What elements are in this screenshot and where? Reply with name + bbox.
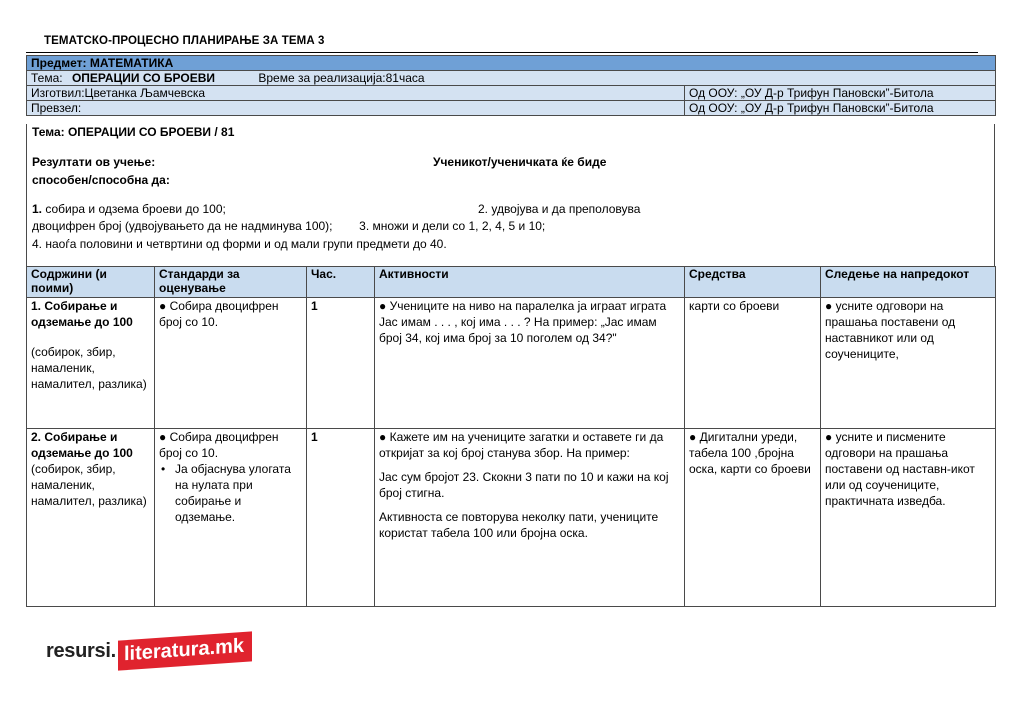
col-header-content: Содржини (и поими): [27, 267, 155, 298]
col-header-tracking: Следење на напредокот: [821, 267, 996, 298]
document-title: ТЕМАТСКО-ПРОЦЕСНО ПЛАНИРАЊЕ ЗА ТЕМА 3: [44, 35, 325, 47]
content-terms: (собирок, збир, намаленик, намалител, разлика): [31, 462, 147, 508]
logo-text-resursi: resursi.: [46, 639, 116, 662]
resources-cell: ● Дигитални уреди, табела 100 ,бројна оска, карти со броеви: [685, 429, 821, 607]
standard-text: ● Собира двоцифрен број со 10.: [159, 430, 279, 460]
duration-label: Време за реализација:81часа: [258, 71, 425, 85]
standard-cell: [155, 298, 307, 429]
theme-row: [27, 71, 996, 86]
outcome-1-number: 1.: [32, 202, 43, 216]
activity-example: Јас сум бројот 23. Скокни 3 пати по 10 и кажи на кој број стигна.: [379, 470, 669, 500]
outcome-1: [32, 202, 226, 216]
table-row: [27, 429, 996, 607]
prepared-by-cell: Изготвил:Цветанка Љамчевска: [27, 86, 685, 101]
outcome-2-continued: двоцифрен број (удвојувањето да не надминува 100); 3. множи и дели со 1, 2, 4, 5 и 10;: [32, 219, 546, 233]
student-label: Ученикот/ученичката ќе биде: [433, 155, 607, 169]
col-header-resources: Средства: [685, 267, 821, 298]
activity-repeat: Активноста се повторува неколку пати, учениците користат табела 100 или бројна оска.: [379, 510, 659, 540]
content-title: 2. Собирање и одземање до 100: [31, 430, 133, 460]
learning-outcomes-box: [26, 124, 995, 267]
theme-cell: [27, 71, 996, 86]
col-header-standards: Стандарди за оценување: [155, 267, 307, 298]
standard-extra-text: Ја објаснува улогата на нулата при собирање и одземање.: [175, 462, 291, 524]
activity-cell: [375, 298, 685, 429]
results-label: Резултати ов учење:: [32, 155, 156, 169]
standard-cell: [155, 429, 307, 607]
outcome-4: 4. наоѓа половини и четвртини од форми и од мали групи предмети до 40.: [32, 237, 447, 251]
outcome-1-text: собира и одзема броеви до 100;: [42, 202, 226, 216]
adopted-row: [27, 101, 996, 116]
hours-cell: 1: [307, 429, 375, 607]
content-cell: [27, 298, 155, 429]
adopted-cell: Превзел:: [27, 101, 685, 116]
table-row: [27, 298, 996, 429]
subject-cell: Предмет: МАТЕМАТИКА: [27, 56, 996, 71]
site-logo: [46, 634, 252, 668]
table-header-row: [27, 267, 996, 298]
activity-text: ● Кажете им на учениците загатки и оставете ги да откријат за кој број станува збор. На пример:: [379, 430, 664, 460]
hours-cell: 1: [307, 298, 375, 429]
resources-cell: карти со броеви: [685, 298, 821, 429]
school-cell-1: Од ООУ: „ОУ Д-р Трифун Пановски”-Битола: [685, 86, 996, 101]
bullet-icon: •: [161, 462, 166, 476]
activity-text: ● Учениците на ниво на паралелка ја играат играта Јас имам . . . , кој има . . . ? На пример: „Јас имам број 34, кој има број за 10 поголем од 34?": [379, 299, 667, 345]
content-cell: [27, 429, 155, 607]
prepared-row: [27, 86, 996, 101]
tracking-cell: ● усните и писмените одговори на прашања поставени од наставн-икот или од соучениците, практичната изведба.: [821, 429, 996, 607]
title-divider: [26, 52, 978, 53]
subject-row: [27, 56, 996, 71]
standard-text: ● Собира двоцифрен број со 10.: [159, 299, 279, 329]
content-title: 1. Собирање и одземање до 100: [31, 299, 133, 329]
theme-line: Тема: ОПЕРАЦИИ СО БРОЕВИ / 81: [32, 125, 235, 139]
standard-extra: [159, 461, 302, 525]
header-table: [26, 55, 996, 116]
theme-value: ОПЕРАЦИИ СО БРОЕВИ: [71, 71, 215, 85]
content-terms: (собирок, збир, намаленик, намалител, разлика): [31, 345, 147, 391]
outcome-2: 2. удвојува и да преполовува: [478, 202, 641, 216]
theme-label: Тема:: [31, 71, 63, 85]
tracking-cell: ● усните одговори на прашања поставени од наставникот или од соучениците,: [821, 298, 996, 429]
col-header-activities: Активности: [375, 267, 685, 298]
able-label: способен/способна да:: [32, 173, 170, 187]
planning-table: [26, 266, 996, 607]
col-header-hours: Час.: [307, 267, 375, 298]
activity-cell: [375, 429, 685, 607]
logo-text-literatura: literatura.mk: [118, 631, 252, 670]
school-cell-2: Од ООУ: „ОУ Д-р Трифун Пановски”-Битола: [685, 101, 996, 116]
